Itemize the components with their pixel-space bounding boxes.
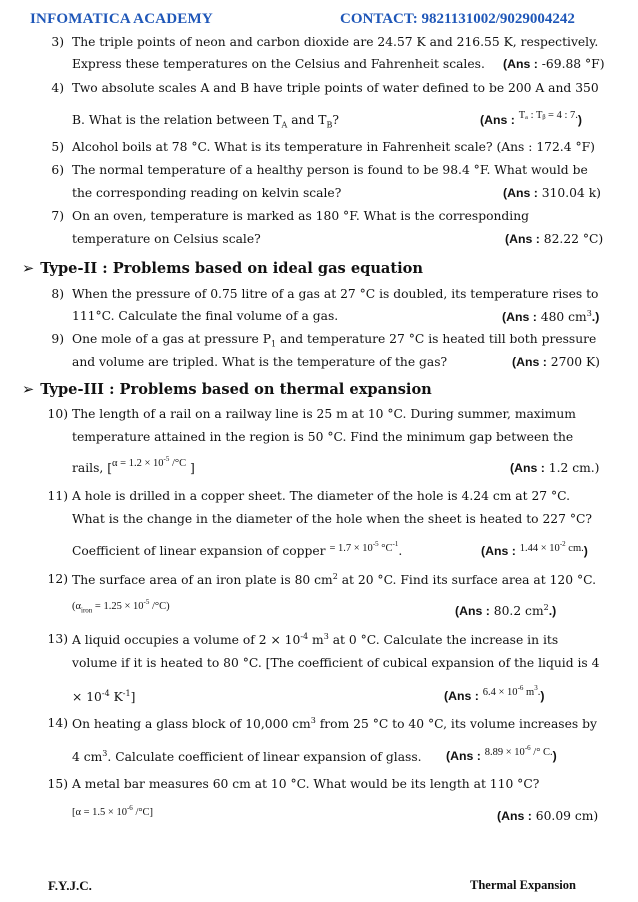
question-text: rails, [$\alpha = 1.2 \times 10^{-5}$ /°C ]: [72, 455, 195, 476]
question-number: 12): [47, 572, 68, 586]
question-number: 7): [51, 209, 64, 223]
answer: (Ans : 60.09 cm): [497, 809, 599, 823]
question-text: the corresponding reading on kelvin scale?: [72, 186, 342, 200]
arrow-bullet-icon: ➢: [22, 381, 35, 398]
section-heading-type-3: ➢ Type-III : Problems based on thermal expansion: [22, 381, 432, 398]
section-heading-type-2: ➢ Type-II : Problems based on ideal gas equation: [22, 260, 424, 277]
question-text: × $10^{-4}$ $K^{-1}$]: [72, 689, 136, 705]
question-text: and volume are tripled. What is the temperature of the gas?: [72, 355, 448, 369]
question-number: 5): [51, 140, 64, 154]
question-number: 15): [47, 777, 68, 791]
question-text: [$\alpha = 1.5 \times 10^{-6}$ /°C]: [72, 804, 154, 819]
question-number: 10): [47, 407, 68, 421]
question-number: 13): [47, 632, 68, 646]
question-number: 8): [51, 287, 64, 301]
question-text: The surface area of an iron plate is 80 $cm^2$ at 20 °C. Find its surface area at 120 °C.: [72, 572, 597, 588]
answer: (Ans : -69.88 °F): [503, 57, 605, 71]
header-contact: CONTACT: 9821131002/9029004242: [340, 11, 575, 27]
answer: (Ans : Tₐ : Tᵦ = 4 : 7.): [480, 110, 582, 127]
answer: (Ans : 82.22 °C): [505, 232, 604, 246]
question-text: 4 $cm^3$. Calculate coefficient of linear expansion of glass.: [72, 749, 422, 765]
answer: (Ans : $8.89 \times 10^{-6}$ /° C.): [446, 744, 557, 764]
question-number: 4): [51, 81, 64, 95]
question-text: ($\alpha_{iron} = 1.25 \times 10^{-5}$ /°C): [72, 598, 170, 615]
question-text: Two absolute scales A and B have triple points of water defined to be 200 A and 350: [72, 81, 599, 95]
question-text: When the pressure of 0.75 litre of a gas at 27 °C is doubled, its temperature rises to: [72, 287, 599, 301]
question-text: B. What is the relation between $T_A$ and $T_B$?: [72, 113, 339, 130]
footer-class-label: F.Y.J.C.: [48, 878, 92, 893]
question-text: temperature on Celsius scale?: [72, 232, 261, 246]
answer: (Ans : $6.4 \times 10^{-6}$ $m^3$.): [444, 684, 545, 704]
question-text: What is the change in the diameter of the hole when the sheet is heated to 227 °C?: [72, 512, 592, 526]
question-text: 111°C. Calculate the final volume of a gas.: [72, 309, 339, 323]
question-number: 6): [51, 163, 64, 177]
answer: (Ans : 480 $cm^3$.): [502, 309, 600, 325]
question-number: 3): [51, 35, 64, 49]
question-text: volume if it is heated to 80 °C. [The coefficient of cubical expansion of the liquid is 4: [72, 656, 600, 670]
answer: (Ans : 1.2 cm.): [510, 461, 600, 475]
question-text: A hole is drilled in a copper sheet. The diameter of the hole is 4.24 cm at 27 °C.: [72, 489, 571, 503]
question-text: The normal temperature of a healthy person is found to be 98.4 °F. What would be: [72, 163, 588, 177]
question-text: A liquid occupies a volume of $2 \times 10^{-4}$ $m^3$ at 0 °C. Calculate the increase in its: [72, 632, 559, 648]
question-text: On an oven, temperature is marked as 180 °F. What is the corresponding: [72, 209, 530, 223]
answer: (Ans : $1.44 \times 10^{-2}$ cm.): [481, 540, 588, 559]
header-academy-name: INFOMATICA ACADEMY: [30, 11, 213, 27]
question-number: 14): [47, 716, 68, 730]
question-text: temperature attained in the region is 50 °C. Find the minimum gap between the: [72, 430, 574, 444]
question-number: 9): [51, 332, 64, 346]
question-text: Coefficient of linear expansion of copper = $1.7 \times 10^{-5}$ $^\circ C^{-1}$.: [72, 540, 403, 559]
answer: (Ans : 2700 K): [512, 355, 600, 369]
question-number: 11): [47, 489, 68, 503]
question-text: The length of a rail on a railway line is 25 m at 10 °C. During summer, maximum: [72, 407, 576, 421]
question-text: The triple points of neon and carbon dioxide are 24.57 K and 216.55 K, respectively.: [72, 35, 599, 49]
question-text: Express these temperatures on the Celsius and Fahrenheit scales.: [72, 57, 485, 71]
question-text: One mole of a gas at pressure $P_1$ and temperature 27 °C is heated till both pressure: [72, 332, 597, 349]
question-text: Alcohol boils at 78 °C. What is its temperature in Fahrenheit scale? (Ans : 172.4 °F): [72, 140, 595, 154]
footer-chapter-title: Thermal Expansion: [470, 878, 576, 892]
arrow-bullet-icon: ➢: [22, 260, 35, 277]
question-text: On heating a glass block of 10,000 $cm^3$ from 25 °C to 40 °C, its volume increases by: [72, 716, 597, 732]
answer: (Ans : 80.2 $cm^2$.): [455, 603, 557, 619]
question-text: A metal bar measures 60 cm at 10 °C. What would be its length at 110 °C?: [72, 777, 540, 791]
answer: (Ans : 310.04 k): [503, 186, 601, 200]
